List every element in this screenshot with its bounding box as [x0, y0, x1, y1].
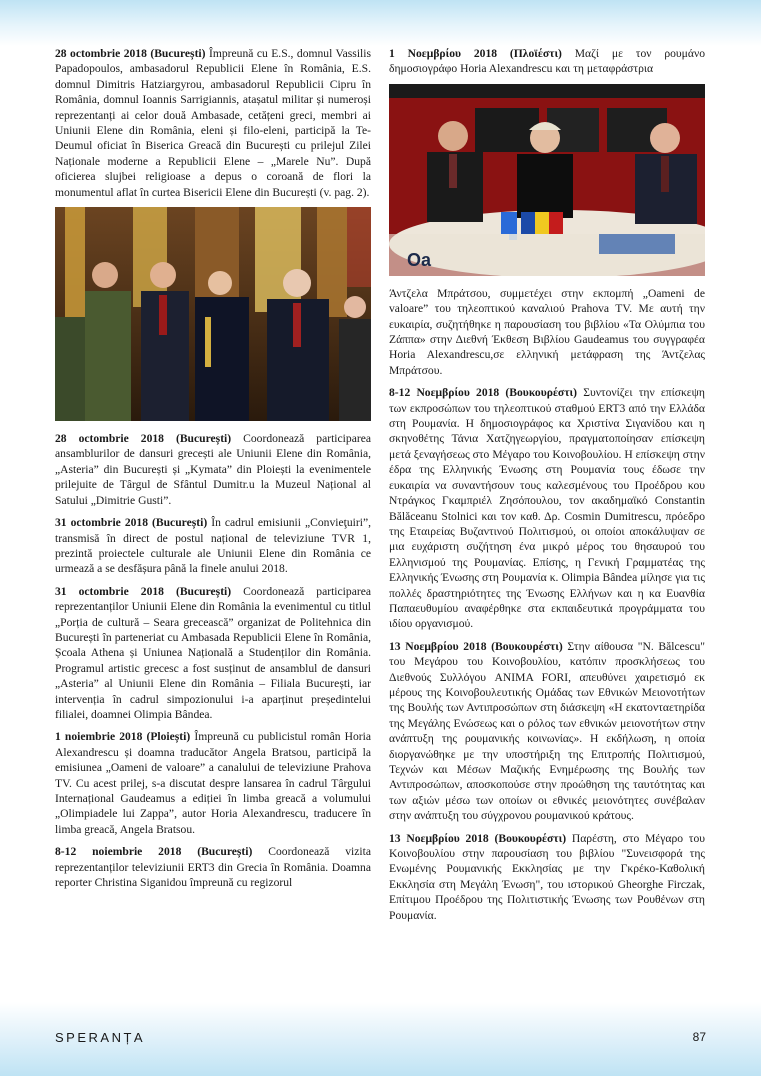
entry-paragraph [389, 46, 705, 77]
right-column [389, 46, 705, 930]
entry-date: 28 octombrie 2018 (București) [55, 432, 232, 446]
church-ceremony-photo [55, 207, 371, 421]
entry-text: Στην αίθουσα "N. Bălcescu" του Μεγάρου του Κοινοβουλίου, κατόπιν προσκλήσεως του Διεθνούς Συλλόγου ANIMA FORI, απευθύνει χαιρετισμό εκ μέρους της Κοινοβουλευτικής Ομάδας των Εθνικών Μειονοτήτων της Βουλής των Αντιπροσώπων στη διάσκεψη «Η εκατονταετηρίδα της Μεγάλης Ενώσεως και ο ρόλος των εθνικών μειονοτήτων στην ανάπτυξη της ρουμανικής κοινωνίας». Η εκδήλωση, η οποία διοργανώθηκε με την υποστήριξη της Επιτροπής Πολιτισμού, Τεχνών και Μέσων Μαζικής Ενημέρωσης της Βουλής των Αντιπροσώπων, αποσκοπούσε στην προώθηση της ταυτότητας και των αξιών μέσω των οποίων οι εθνικές μειονότητες συνέβαλαν στην ανάπτυξη του σύγχρονου ρουμανικού κράτους. [389, 639, 706, 823]
entry-text: În cadrul emisiunii „Convieţuiri”, transmisă în direct de postul național de televiziune TVR 1, prezintă proiectele culturale ale Uniunii Elene din România ce urmează a se desfășura până la finele anului 2018. [55, 516, 372, 576]
entry-text: Coordonează participarea ansamblurilor de dansuri grecești ale Uniunii Elene din România, „Asteria” din București și „Kymata” din Ploiești la evenimentele prilejuite de Târgul de Sfântul Dumitr.u la Muzeul Național al Satului „Dimitrie Gusti”. [55, 432, 371, 507]
studio-sign-text: Oa [407, 249, 432, 270]
entry-date: 31 octombrie 2018 (București) [55, 584, 232, 598]
entry-text: Μαζί με τον ρουμάνο δημοσιογράφο Horia Alexandrescu και τη μεταφράστρια [389, 47, 705, 76]
entry-paragraph [389, 639, 705, 824]
entry-paragraph [55, 515, 371, 577]
entry-paragraph [389, 385, 705, 632]
entry-date: 13 Νοεμβρίου 2018 (Βουκουρέστι) [389, 639, 563, 653]
left-column [55, 46, 371, 897]
page-number: 87 [692, 1030, 706, 1044]
tv-studio-photo [389, 84, 705, 276]
entry-text: Împreună cu publicistul român Horia Alexandrescu și doamna traducător Angela Bratsou, participă la emisiunea „Oameni de valoare” a canalului de televiziune Prahova TV. Cu acest prilej, s-a discutat despre lansarea în cadrul Târgului Internațional Gaudeamus a ediției în limba greacă a volumului „Olimpiadele lui Zappa”, autor Horia Alexandrescu, traducere în limba greacă, Angela Bratsou. [55, 730, 371, 836]
magazine-title: SPERANȚA [55, 1030, 146, 1045]
entry-text: Παρέστη, στο Μέγαρο του Κοινοβουλίου στην παρουσίαση του βιβλίου "Συνεισφορά της Ενωμένης Ρουμανικής Εκκλησίας με την Γκρέκο-Καθολική Εκκλησία στη Μεγάλη Ένωση", του ιστορικού Gheorghe Firczak, Επίτιμου Προέδρου της Πολιτιστικής Ένωσης των Ρουθένων στη Ρουμανία. [389, 831, 705, 922]
entry-date: 13 Νοεμβρίου 2018 (Βουκουρέστι) [389, 831, 567, 845]
entry-paragraph [389, 286, 705, 378]
ceremony-photo-image [55, 207, 371, 421]
tv-studio-photo-image [389, 84, 705, 276]
entry-date: 8-12 noiembrie 2018 (București) [55, 845, 253, 859]
entry-date: 28 octombrie 2018 (București) [55, 47, 206, 60]
entry-text: Împreună cu E.S., domnul Vassilis Papadopoulos, ambasadorul Republicii Elene în România, E.S. domnul Dimitris Hatziargyrou, ambasadorul Republicii Cipru în România, domnul Ioannis Sarrigiannis, atașatul militar și numeroși reprezentanți ai celor două Ambasade, cetățeni greci, membri ai Uniunii Elene din România, eleni și filo-eleni, participă la Te-Deumul oficiat în Biserica Greacă din București cu prilejul Zilei Naționale moderne a Republicii Elene – „Marele Nu”. După oficierea slujbei religioase a depus o coroană de flori la monumentul aflat în curtea Bisericii Elene din București (v. pag. 2). [55, 47, 371, 199]
entry-paragraph [55, 844, 371, 890]
entry-text: Coordonează participarea reprezentanților Uniunii Elene din România la evenimentul cu titlul „Porția de cultură – Seara grecească” organizat de Politehnica din București în parteneriat cu Ambasada Republicii Elene în România, Școala Athena și Uniunea Națională a Studenților din România. Programul artistic grecesc a fost susținut de ansamblul de dansuri „Asteria” al Uniunii Elene din România – Filiala București, iar intervenția în cadrul simpozionului i-a aparținut președintelui filialei, doamnei Olimpia Bândea. [55, 584, 371, 721]
entry-date: 1 Νοεμβρίου 2018 (Πλοϊέστι) [389, 47, 562, 60]
entry-paragraph [55, 729, 371, 837]
entry-paragraph [55, 46, 371, 200]
entry-paragraph [55, 584, 371, 723]
top-decorative-band [0, 0, 761, 46]
entry-date: 1 noiembrie 2018 (Ploiești) [55, 730, 191, 744]
entry-text: Coordonează vizita reprezentanților televiziunii ERT3 din Grecia în România. Doamna reporter Christina Siganidou împreună cu regizorul [55, 845, 371, 890]
entry-paragraph [389, 831, 705, 923]
entry-text: Συντονίζει την επίσκεψη των εκπροσώπων του τηλεοπτικού σταθμού ERT3 από την Ελλάδα στη Ρουμανία. Η δημοσιογράφος κα Χριστίνα Σιγανίδου και η σκηνοθέτης Τάνια Χατζηγεωργίου, πραγματοποίησαν επίσκεψη μετά ξεναγήσεως στο Μέγαρο του Κοινοβουλίου. Η επίσκεψη στην έδρα της Ελληνικής Ένωσης στη Ρουμανία τους έδωσε την ευκαιρία να συναντήσουν τους καλεσμένους του Προέδρου κου Ντράγκος Γκαμπριέλ Ζησόπουλου, τον ακαδημαϊκό Constantin Bălăceanu Stolnici και τον καθ. Δρ. Cosmin Dumitrescu, πρόεδρο της Εταιρείας Βυζαντινού Πολιτισμού, οι οποίοι αποκάλυψαν σε μια ευχάριστη συζήτηση ένα μικρό μέρος του θησαυρού του Ελληνισμού της Ρουμανίας. Επίσης, η Γενική Γραμματέας της Ελληνικής Ένωσης στη Ρουμανία κ. Olimpia Bândea μίλησε για τις πολλές δραστηριότητες της Ένωσης Ελλήνων και η κα Ευανθία Παπαευθυμίου αναφέρθηκε στα εκπαιδευτικά προγράμματα του ιδίου οργανισμού. [389, 386, 705, 631]
entry-date: 31 octombrie 2018 (București) [55, 516, 208, 530]
entry-date: 8-12 Νοεμβρίου 2018 (Βουκουρέστι) [389, 386, 578, 400]
entry-text: Άντζελα Μπράτσου, συμμετέχει στην εκπομπή „Oameni de valoare” του τηλεοπτικού καναλιού Prahova TV. Με αυτή την ευκαιρία, συζητήθηκε η παρουσίαση του βιβλίου «Τα Ολύμπια του Ζάππα» στην Διεθνή Έκθεση Βιβλίου Gaudeamus του συγγραφέα Horia Alexandrescu,σε ελληνική μετάφραση της Άντζελας Μπράτσου. [389, 286, 705, 377]
entry-paragraph [55, 431, 371, 508]
